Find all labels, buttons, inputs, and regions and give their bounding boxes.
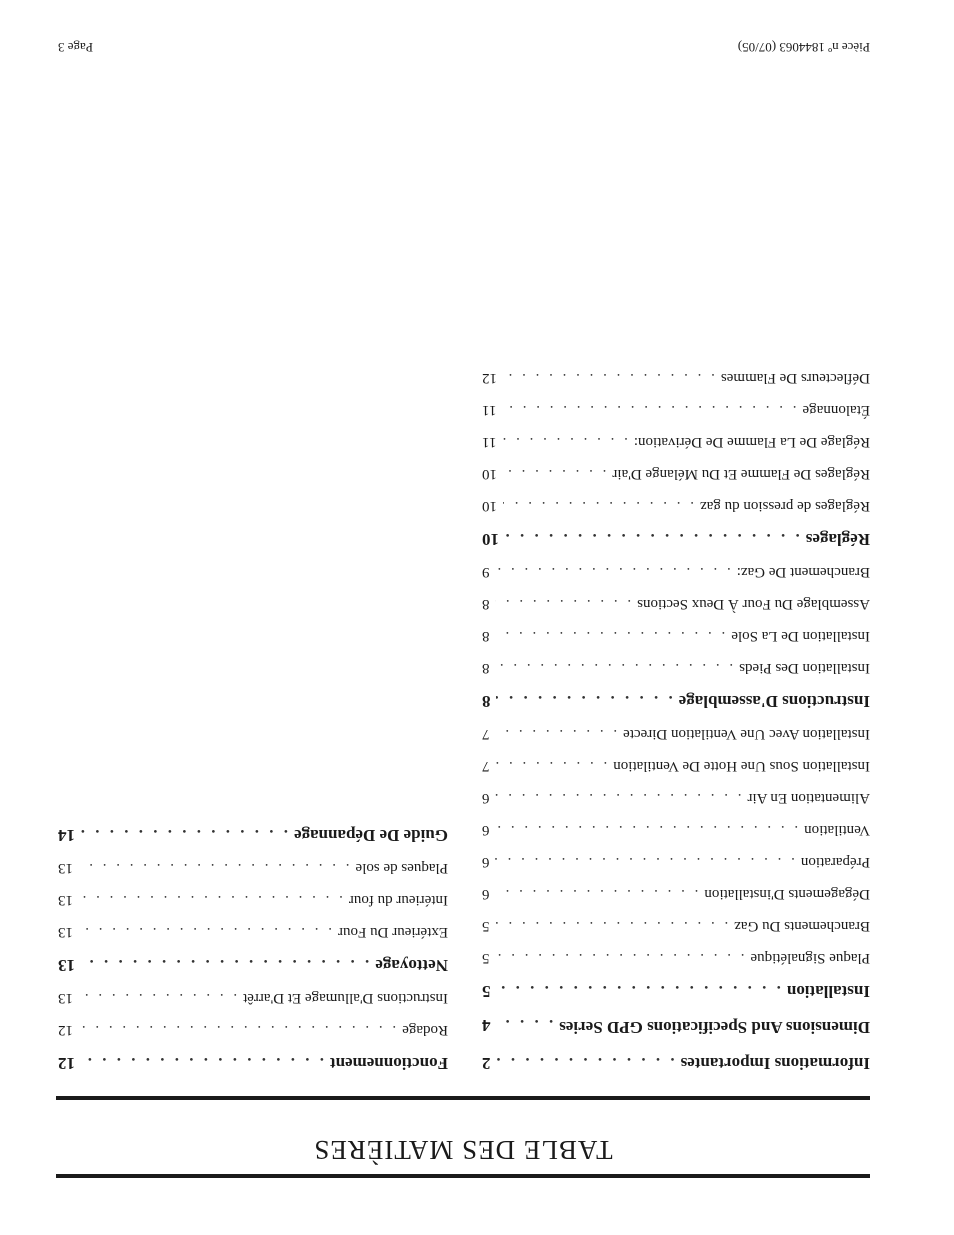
toc-entry-label: Réglages de pression du gaz [700, 498, 870, 514]
toc-section-entry [482, 1015, 870, 1039]
toc-section-entry [482, 1053, 870, 1073]
toc-column-left [482, 355, 870, 1073]
toc-dot-leader [79, 1021, 396, 1039]
toc-entry-page: 7 [482, 726, 490, 742]
toc-entry-page: 8 [482, 692, 491, 711]
toc-entry-page: 12 [58, 1054, 75, 1073]
toc-entry-label: Réglage De La Flamme De Dérivation: [633, 434, 870, 450]
toc-entry-label: Branchement De Gaz: [736, 564, 870, 580]
toc-dot-leader [79, 989, 237, 1007]
toc-entry-label: Installation [786, 982, 870, 1001]
toc-item-entry [482, 821, 870, 839]
toc-entry-label: Nettoyage [375, 956, 448, 975]
toc-dot-leader [497, 1053, 675, 1073]
toc-entry-label: Dimensions And Specifications GPD Series [559, 1018, 870, 1037]
toc-dot-leader [497, 981, 781, 1001]
toc-section-entry [482, 691, 870, 711]
toc-entry-page: 10 [482, 498, 497, 514]
toc-dot-leader [497, 1015, 554, 1035]
toc-section-entry [482, 529, 870, 549]
toc-entry-label: Assemblage Du Four À Deux Sections [637, 596, 870, 612]
footer-part-number: Pièce nº 1844063 (07/05) [737, 40, 870, 55]
toc-entry-label: Intérieur du four [348, 892, 448, 908]
toc-dot-leader [496, 563, 731, 581]
toc-section-entry [58, 955, 448, 975]
toc-item-entry [482, 789, 870, 807]
toc-dot-leader [502, 401, 796, 419]
toc-entry-page: 13 [58, 990, 73, 1006]
toc-item-entry [482, 757, 870, 775]
toc-dot-leader [496, 595, 632, 613]
toc-entry-label: Informations Importantes [680, 1054, 870, 1073]
toc-entry-label: Dégagements D'installation [704, 886, 870, 902]
toc-entry-page: 13 [58, 892, 73, 908]
toc-dot-leader [81, 1053, 324, 1073]
toc-item-entry [482, 725, 870, 743]
toc-entry-label: Installation De La Sole [731, 628, 870, 644]
toc-dot-leader [503, 465, 606, 483]
toc-entry-page: 9 [482, 564, 490, 580]
toc-item-entry [482, 563, 870, 581]
toc-entry-page: 8 [482, 596, 490, 612]
toc-entry-page: 5 [482, 950, 490, 966]
toc-entry-label: Branchements Du Gaz [734, 918, 870, 934]
toc-dot-leader [497, 691, 673, 711]
toc-entry-page: 13 [58, 924, 73, 940]
toc-entry-label: Plaque Signalétique [750, 950, 870, 966]
toc-item-entry [482, 853, 870, 871]
toc-entry-page: 6 [482, 822, 490, 838]
toc-entry-page: 5 [482, 982, 491, 1001]
toc-section-entry [482, 981, 870, 1001]
toc-dot-leader [79, 859, 350, 877]
toc-item-entry [482, 465, 870, 483]
toc-item-entry [482, 949, 870, 967]
toc-entry-label: Ventilation [804, 822, 870, 838]
toc-section-entry [58, 1053, 448, 1073]
toc-entry-label: Déflecteurs De Flammes [720, 370, 870, 386]
toc-entry-label: Instructions D'assemblage [678, 692, 870, 711]
toc-dot-leader [505, 529, 800, 549]
toc-dot-leader [496, 659, 734, 677]
toc-item-entry [58, 859, 448, 877]
toc-entry-label: Installation Sous Une Hotte De Ventilation [613, 758, 870, 774]
toc-entry-label: Préparation [800, 854, 870, 870]
toc-entry-page: 8 [482, 660, 490, 676]
toc-entry-page: 6 [482, 790, 490, 806]
toc-item-entry [58, 891, 448, 909]
toc-dot-leader [496, 789, 742, 807]
toc-dot-leader [496, 725, 618, 743]
toc-entry-page: 5 [482, 918, 490, 934]
toc-item-entry [482, 369, 870, 387]
toc-entry-page: 10 [482, 530, 499, 549]
toc-entry-label: Plaques de sole [355, 860, 448, 876]
toc-dot-leader [496, 949, 745, 967]
toc-dot-leader [503, 369, 715, 387]
toc-item-entry [482, 659, 870, 677]
toc-entry-page: 7 [482, 758, 490, 774]
toc-entry-label: Extérieur Du Four [338, 924, 448, 940]
toc-dot-leader [496, 885, 699, 903]
toc-dot-leader [79, 923, 332, 941]
toc-item-entry [58, 989, 448, 1007]
toc-entry-label: Instructions D'allumage Et D'arrêt [243, 990, 448, 1006]
header-rule-bottom [56, 1096, 870, 1100]
toc-dot-leader [502, 433, 627, 451]
toc-item-entry [482, 627, 870, 645]
toc-entry-page: 12 [482, 370, 497, 386]
toc-entry-page: 11 [482, 434, 497, 450]
toc-entry-page: 6 [482, 886, 490, 902]
toc-dot-leader [496, 917, 729, 935]
toc-item-entry [482, 885, 870, 903]
toc-item-entry [58, 1021, 448, 1039]
toc-item-entry [482, 595, 870, 613]
toc-entry-page: 11 [482, 402, 497, 418]
toc-item-entry [482, 917, 870, 935]
toc-item-entry [58, 923, 448, 941]
toc-entry-page: 8 [482, 628, 490, 644]
toc-entry-label: Étalonnage [802, 402, 870, 418]
page-title: TABLE DES MATIÈRES [313, 1135, 613, 1165]
toc-dot-leader [496, 853, 795, 871]
toc-dot-leader [496, 627, 726, 645]
toc-entry-label: Installation Avec Une Ventilation Directe [623, 726, 870, 742]
footer-page-number: Page 3 [58, 40, 94, 55]
toc-entry-label: Alimentation En Air [747, 790, 870, 806]
toc-entry-page: 6 [482, 854, 490, 870]
toc-entry-label: Installation Des Pieds [739, 660, 870, 676]
toc-dot-leader [81, 955, 369, 975]
toc-entry-label: Réglages [805, 530, 870, 549]
toc-dot-leader [503, 497, 694, 515]
toc-dot-leader [496, 757, 608, 775]
toc-entry-page: 13 [58, 860, 73, 876]
toc-item-entry [482, 433, 870, 451]
toc-entry-page: 13 [58, 956, 75, 975]
toc-entry-page: 2 [482, 1054, 491, 1073]
toc-column-right [58, 811, 448, 1073]
toc-item-entry [482, 401, 870, 419]
toc-dot-leader [79, 891, 343, 909]
toc-entry-page: 12 [58, 1022, 73, 1038]
header-rule-top [56, 1174, 870, 1178]
toc-item-entry [482, 497, 870, 515]
toc-entry-page: 14 [58, 826, 75, 845]
toc-entry-page: 10 [482, 466, 497, 482]
toc-entry-label: Rodage [402, 1022, 448, 1038]
toc-dot-leader [496, 821, 799, 839]
toc-entry-label: Fonctionnement [329, 1054, 448, 1073]
toc-dot-leader [81, 825, 288, 845]
toc-section-entry [58, 825, 448, 845]
toc-entry-page: 4 [482, 1016, 491, 1035]
toc-entry-label: Guide De Dépannage [294, 826, 448, 845]
toc-entry-label: Réglages De Flamme Et Du Mélange D'air [612, 466, 870, 482]
